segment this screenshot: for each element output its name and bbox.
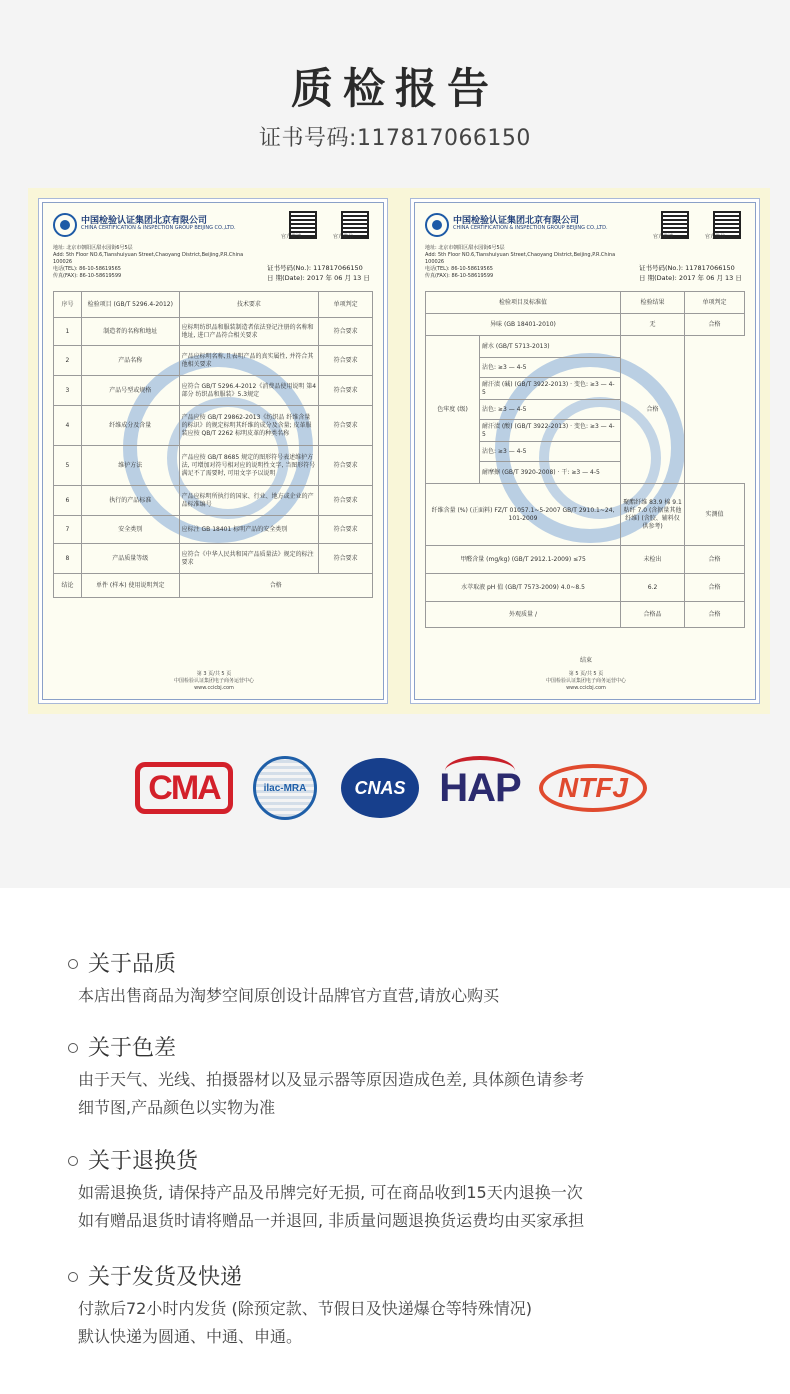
note-line: 由于天气、光线、拍摄器材以及显示器等原因造成色差, 具体颜色请参考 [78,1070,585,1089]
circle-bullet-icon [68,1156,78,1166]
note-line: 细节图,产品颜色以实物为准 [78,1098,276,1117]
note-returns [68,1143,728,1235]
report-header [425,211,745,241]
certification-logos [0,750,790,830]
report-page-right [414,202,756,700]
note-line: 默认快递为圆通、中通、申通。 [78,1327,303,1346]
note-title: 关于品质 [88,951,177,977]
note-title: 关于发货及快递 [88,1264,243,1290]
page-title: 质检报告 [290,64,499,113]
report-address: 地址: 北京市朝阳区甜水园街6号5层 Add: 5th Floor NO.6,Tianshuiyuan Street,Chaoyang District,Beijing,P.R.China 100026 电话(TEL): 86-10-58619565 传真(FAX): 86-10-58619599 [53,245,244,279]
qr-caption: 官方微信 [705,234,726,240]
qr-caption: 官方微博 [281,234,302,240]
circle-bullet-icon [68,959,78,969]
report-page-left [42,202,384,700]
circle-bullet-icon [68,1272,78,1282]
note-color-difference [68,1030,728,1122]
org-name: 中国检验认证集团北京有限公司 [453,216,580,226]
hap-logo: HAP [439,765,521,810]
cma-logo: CMA [138,758,230,818]
note-line: 如有赠品退货时请将赠品一并退回, 非质量问题退换货运费均由买家承担 [78,1211,585,1230]
inspection-report-image [28,188,770,714]
note-line: 本店出售商品为淘梦空间原创设计品牌官方直营,请放心购买 [78,986,500,1005]
inspection-table-right: 检验项目及标准值 检验结果 单项判定 异味 (GB 18401-2010) 无 合格 色牢度 (级) 耐水 (GB/T 5713-2013) 合格 沾色: ≥3 — 4-5 耐汗渍 (碱) (GB/T 3922-2013) · 变色: ≥3 — 4-5 沾色: ≥3 — 4-5 耐汗渍 (酸) (GB/T 3922-2013) · 变色: ≥3 — 4-5 沾色: ≥3 — 4-5 耐摩擦 (GB/T 3920-2008) · 干: ≥3 — 4-5 纤维含量 (%) (正面料) FZ/T 01057.1~5-2007 GB/T 2910.1~24, 101-2009 聚酯纤维 83.9 棉 9.1 粘纤 7.0 (含据量其他纤维) (含胶、辅料仅供参考) 实测值 甲醛含量 (mg/kg) (GB/T 2912.1-2009) ≤75 未检出 合格 水萃取液 pH 值 (GB/T 7573-2009) 4.0~8.5 6.2 合格 外观质量 / 合格品 合格 [425,291,745,628]
note-shipping [68,1259,728,1351]
ccic-logo-icon [425,213,449,237]
report-end-mark: 结束 [579,657,592,664]
note-line: 付款后72小时内发货 (除预定款、节假日及快递爆仓等特殊情况) [78,1299,532,1318]
org-name-en: CHINA CERTIFICATION & INSPECTION GROUP BEIJING CO.,LTD. [453,225,608,231]
report-number-date: 证书号码(No.): 117817066150 日 期(Date): 2017 年 06 月 13 日 [267,264,370,282]
ntfj-logo: NTFJ [538,758,648,818]
qr-caption: 官方微信 [333,234,354,240]
report-address: 地址: 北京市朝阳区甜水园街6号5层 Add: 5th Floor NO.6,Tianshuiyuan Street,Chaoyang District,Beijing,P.R.China 100026 电话(TEL): 86-10-58619565 传真(FAX): 86-10-58619599 [425,245,616,279]
note-quality [68,946,728,1010]
ilac-mra-logo: ilac-MRA [250,758,320,818]
ccic-logo-icon [53,213,77,237]
note-line: 如需退换货, 请保持产品及吊牌完好无损, 可在商品收到15天内退换一次 [78,1183,583,1202]
org-name: 中国检验认证集团北京有限公司 [81,216,208,226]
cnas-logo: CNAS [340,758,420,818]
circle-bullet-icon [68,1043,78,1053]
certificate-number: 证书号码:117817066150 [259,126,531,151]
inspection-table-left: 序号 检验项目 (GB/T 5296.4-2012) 技术要求 单项判定 1 制造者的名称和地址 应标明纺织品和服装制造者依法登记注册的名称和地址, 进口产品符合相关要求 符合要求 2 产品名称 产品应标明名称,且表明产品的真实属性, 并符合其他相关要求 符合要求 3 产品号型或规格 应符合 GB/T 5296.4-2012《消费品使用说明 第4部分 纺织品和服装》5.3规定 符合要求 4 纤维成分及含量 产品应按 GB/T 29862-2013《纺织品 纤维含量的标识》的规定标明其纤维的成分及含量; 皮革服装应按 QB/T 2262 标明皮革的种类名称 符合要求 5 维护方法 产品应按 GB/T 8685 规定的图形符号表述维护方法, 可增加对符号相对应的说明性文字, 当图形符号满足不了需要时, 可用文字予以说明 符合要求 6 执行的产品标准 产品应标明所执行的国家、行业、地方或企业的产品标准编号 符合要求 7 安全类别 应标注 GB 18401 标明产品的安全类别 符合要求 8 产品质量等级 应符合《中华人民共和国产品质量法》规定的标注要求 符合要求 结论 单件 (样本) 使用说明判定 合格 [53,291,373,598]
report-footer: 第 5 页/共 5 页 中国检验认证集团电子商务运营中心 www.ccicbj.com [545,671,626,691]
qr-caption: 官方微博 [653,234,674,240]
note-title: 关于色差 [88,1035,177,1061]
note-title: 关于退换货 [88,1148,199,1174]
org-name-en: CHINA CERTIFICATION & INSPECTION GROUP BEIJING CO.,LTD. [81,225,236,231]
report-number-date: 证书号码(No.): 117817066150 日 期(Date): 2017 年 06 月 13 日 [639,264,742,282]
report-footer: 第 3 页/共 5 页 中国检验认证集团电子商务运营中心 www.ccicbj.com [173,671,254,691]
report-header [53,211,373,241]
